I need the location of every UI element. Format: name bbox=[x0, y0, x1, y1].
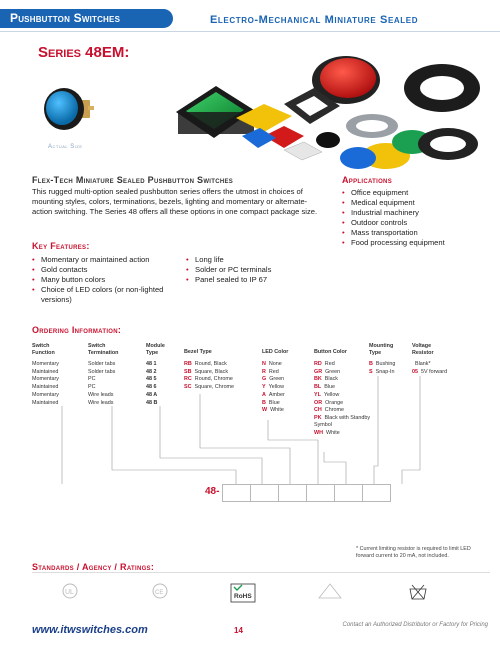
list-item: • Choice of LED colors (or non-lighted versions) bbox=[32, 285, 182, 305]
table-cell: Momentary bbox=[32, 391, 59, 398]
option-label: Snap-In bbox=[375, 368, 395, 375]
mounting-type-column bbox=[369, 361, 395, 376]
table-cell: Solder tabs bbox=[88, 361, 116, 367]
list-item: • Gold contacts bbox=[32, 265, 182, 275]
actual-size-label: Actual Size bbox=[48, 144, 83, 150]
option-code: CH bbox=[314, 407, 322, 414]
option-code: N bbox=[262, 361, 266, 367]
page-number: 14 bbox=[234, 626, 243, 635]
list-item: • Panel sealed to IP 67 bbox=[186, 275, 316, 285]
option-label: Yellow bbox=[268, 384, 284, 391]
series-title: Series 48EM: bbox=[38, 44, 130, 61]
module-type-column bbox=[146, 361, 157, 407]
option-label: Blank* bbox=[415, 361, 431, 367]
option-code: W bbox=[262, 407, 268, 414]
table-cell bbox=[412, 361, 447, 369]
option-label: Chrome bbox=[324, 407, 344, 414]
table-cell: Maintained bbox=[32, 399, 59, 406]
table-cell bbox=[262, 361, 285, 369]
option-code: G bbox=[262, 376, 267, 383]
option-code: PK bbox=[314, 414, 322, 421]
table-cell: Maintained bbox=[32, 384, 59, 391]
list-item: • Long life bbox=[186, 255, 316, 265]
option-code: WH bbox=[314, 429, 323, 436]
option-label: White bbox=[270, 407, 284, 414]
part-number-prefix: 48- bbox=[205, 486, 220, 497]
option-code: BL bbox=[314, 384, 322, 391]
option-label: Blue bbox=[268, 399, 280, 406]
option-code: GR bbox=[314, 368, 323, 375]
standards-heading: Standards / Agency / Ratings: bbox=[32, 562, 155, 572]
table-cell: Momentary bbox=[32, 361, 59, 367]
col-header-bezel-type: Bezel Type bbox=[184, 349, 212, 355]
table-cell: Wire leads bbox=[88, 391, 114, 398]
list-item: • Office equipment bbox=[342, 188, 482, 198]
col-header-switch-function: Switch Function bbox=[32, 343, 55, 356]
option-label: White bbox=[325, 429, 340, 436]
switch-termination-column bbox=[88, 361, 115, 407]
option-code: R bbox=[262, 368, 266, 375]
option-code: YL bbox=[314, 391, 321, 398]
key-features-right bbox=[186, 255, 316, 285]
col-header-mounting-type: Mounting Type bbox=[369, 343, 394, 356]
table-cell bbox=[314, 392, 372, 400]
table-cell: Wire leads bbox=[88, 399, 114, 406]
option-code: SB bbox=[184, 368, 192, 375]
list-item: • Mass transportation bbox=[342, 228, 482, 238]
svg-text:CE: CE bbox=[155, 590, 164, 596]
part-number-box bbox=[362, 484, 391, 502]
footer-note: Contact an Authorized Distributor or Factory for Pricing bbox=[342, 622, 488, 628]
applications-heading: Applications bbox=[342, 175, 392, 185]
option-label: Red bbox=[324, 361, 335, 367]
switch-actual-size-image bbox=[38, 82, 100, 134]
intro-heading: Flex-Tech Miniature Sealed Pushbutton Switches bbox=[32, 175, 234, 185]
option-code: RB bbox=[184, 361, 192, 367]
col-header-led-color: LED Color bbox=[262, 349, 289, 355]
ordering-heading: Ordering Information: bbox=[32, 325, 122, 335]
table-cell bbox=[314, 376, 372, 384]
table-cell bbox=[314, 430, 372, 438]
table-cell bbox=[314, 369, 372, 377]
table-cell bbox=[369, 361, 395, 369]
list-item: • Medical equipment bbox=[342, 198, 482, 208]
option-code: 05 bbox=[412, 368, 418, 375]
table-cell: 48 A bbox=[146, 391, 158, 398]
table-cell bbox=[314, 407, 372, 415]
voltage-resistor-column bbox=[412, 361, 447, 376]
switch-function-column bbox=[32, 361, 59, 407]
table-cell: Solder tabs bbox=[88, 368, 116, 375]
col-header-button-color: Button Color bbox=[314, 349, 347, 355]
table-cell bbox=[262, 384, 285, 392]
option-label: Round, Black bbox=[194, 361, 227, 367]
header-divider bbox=[0, 31, 500, 32]
option-label: None bbox=[268, 361, 282, 367]
option-label: Green bbox=[269, 376, 285, 383]
option-label: Black with Standby Symbol bbox=[314, 414, 371, 429]
option-label: Green bbox=[325, 368, 341, 375]
table-cell bbox=[314, 415, 372, 430]
part-number-box bbox=[222, 484, 251, 502]
option-label: 5V forward bbox=[421, 368, 448, 375]
part-number-box bbox=[250, 484, 279, 502]
table-cell bbox=[314, 361, 372, 369]
page-title: Electro-Mechanical Miniature Sealed bbox=[210, 14, 419, 26]
option-label: Square, Black bbox=[194, 368, 229, 375]
option-label: Yellow bbox=[323, 391, 340, 398]
table-cell bbox=[262, 400, 285, 408]
option-code: A bbox=[262, 391, 266, 398]
part-number-box bbox=[306, 484, 335, 502]
option-code: B bbox=[262, 399, 266, 406]
table-cell bbox=[314, 384, 372, 392]
key-features-left bbox=[32, 255, 182, 305]
intro-paragraph: This rugged multi-option sealed pushbutton series offers the utmost in choices of mounting styles, colors, terminations, bezels, lighting and momentary or alternate-action switching. The Series 48 offers all these options in one compact package size. bbox=[32, 187, 318, 216]
table-cell: PC bbox=[88, 384, 96, 391]
rohs-logo bbox=[230, 583, 256, 605]
iso-logo bbox=[404, 583, 432, 603]
option-label: Blue bbox=[324, 384, 335, 391]
list-item: • Many button colors bbox=[32, 275, 182, 285]
table-cell: 48 6 bbox=[146, 384, 157, 391]
table-cell: Momentary bbox=[32, 376, 59, 383]
table-cell bbox=[369, 369, 395, 377]
part-number-box bbox=[334, 484, 363, 502]
option-code: BK bbox=[314, 376, 322, 383]
table-cell bbox=[262, 369, 285, 377]
col-header-switch-termination: Switch Termination bbox=[88, 343, 119, 356]
col-header-module-type: Module Type bbox=[146, 343, 165, 356]
table-cell bbox=[314, 400, 372, 408]
section-banner: Pushbutton Switches bbox=[0, 9, 173, 28]
table-cell bbox=[184, 361, 234, 369]
table-cell bbox=[262, 376, 285, 384]
option-code: RC bbox=[184, 376, 192, 383]
applications-list bbox=[342, 188, 482, 248]
table-cell: Maintained bbox=[32, 368, 59, 375]
col-header-voltage-resistor: Voltage Resistor bbox=[412, 343, 434, 356]
list-item: • Industrial machinery bbox=[342, 208, 482, 218]
option-label: Red bbox=[268, 368, 279, 375]
option-code: RD bbox=[314, 361, 322, 367]
footnote: * Current limiting resistor is required to limit LED forward current to 20 mA, not included. bbox=[356, 546, 471, 559]
bezel-type-column bbox=[184, 361, 234, 392]
option-label: Bushing bbox=[375, 361, 396, 367]
option-label: Round, Chrome bbox=[194, 376, 233, 383]
table-cell bbox=[184, 384, 234, 392]
part-number-box bbox=[278, 484, 307, 502]
table-cell: 48 1 bbox=[146, 361, 157, 367]
table-cell bbox=[412, 369, 447, 377]
table-cell: 48 5 bbox=[146, 376, 157, 383]
key-features-heading: Key Features: bbox=[32, 241, 90, 251]
table-cell bbox=[184, 369, 234, 377]
list-item: • Solder or PC terminals bbox=[186, 265, 316, 275]
eu-logo bbox=[316, 583, 344, 601]
option-label: Amber bbox=[268, 391, 285, 398]
option-code: SC bbox=[184, 384, 192, 391]
footer-website-link[interactable]: www.itwswitches.com bbox=[32, 624, 148, 636]
button-color-column bbox=[314, 361, 372, 438]
table-cell bbox=[184, 376, 234, 384]
led-color-column bbox=[262, 361, 285, 415]
option-code: Y bbox=[262, 384, 266, 391]
option-label: Orange bbox=[325, 399, 344, 406]
svg-text:RoHS: RoHS bbox=[234, 593, 252, 600]
table-cell bbox=[262, 407, 285, 415]
table-cell: PC bbox=[88, 376, 96, 383]
option-code: S bbox=[369, 368, 373, 375]
list-item: • Outdoor controls bbox=[342, 218, 482, 228]
list-item: • Momentary or maintained action bbox=[32, 255, 182, 265]
standards-divider bbox=[32, 572, 490, 573]
option-code: B bbox=[369, 361, 373, 367]
option-code: OR bbox=[314, 399, 323, 406]
option-label: Black bbox=[324, 376, 338, 383]
table-cell bbox=[262, 392, 285, 400]
option-label: Square, Chrome bbox=[194, 384, 235, 391]
list-item: • Food processing equipment bbox=[342, 238, 482, 248]
product-collage-image bbox=[172, 56, 494, 176]
table-cell: 48 2 bbox=[146, 368, 157, 375]
csa-logo bbox=[146, 583, 174, 601]
svg-text:UL: UL bbox=[65, 589, 74, 596]
table-cell: 48 B bbox=[146, 399, 158, 406]
ul-logo bbox=[56, 583, 84, 601]
